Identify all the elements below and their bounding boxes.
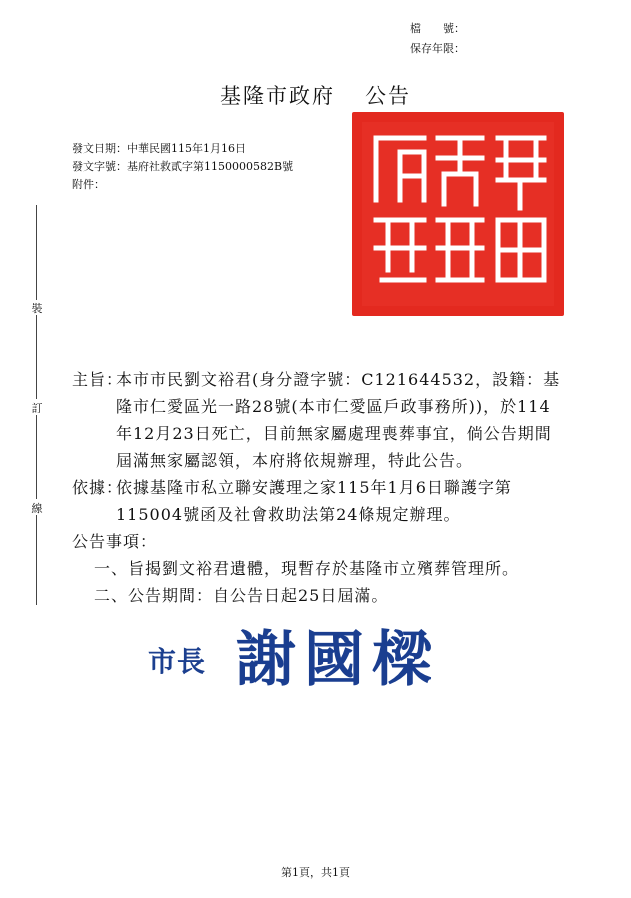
binding-line bbox=[36, 515, 37, 605]
file-info bbox=[410, 22, 550, 56]
mayor-title: 市長 bbox=[148, 645, 207, 678]
binding-char-xian: 線 bbox=[31, 502, 43, 515]
subject-line: 屆滿無家屬認領，本府將依規辦理，特此公告。 bbox=[116, 451, 474, 470]
notice-items-label: 公告事項： bbox=[72, 532, 158, 551]
subject-label: 主旨： bbox=[72, 370, 124, 389]
basis-line: 115004號函及社會救助法第24條規定辦理。 bbox=[116, 505, 461, 524]
attachment-label: 附件： bbox=[72, 178, 105, 191]
document-number: 發文字號：基府社救貳字第1150000582B號 bbox=[72, 160, 294, 173]
subject-line: 本市市民劉文裕君(身分證字號：C121644532，設籍：基 bbox=[116, 370, 561, 389]
binding-line bbox=[36, 415, 37, 499]
document-meta bbox=[72, 140, 293, 194]
title-org: 基隆市政府 bbox=[220, 84, 335, 108]
notice-body bbox=[72, 366, 562, 609]
issue-date: 發文日期：中華民國115年1月16日 bbox=[72, 142, 246, 155]
retention-label: 保存年限： bbox=[410, 42, 465, 55]
official-seal-stamp bbox=[348, 108, 568, 320]
subject-line: 年12月23日死亡，目前無家屬處理喪葬事宜，倘公告期間 bbox=[116, 424, 552, 443]
basis-label: 依據： bbox=[72, 478, 124, 497]
basis-section bbox=[72, 474, 562, 528]
notice-item: 二、公告期間：自公告日起25日屆滿。 bbox=[94, 586, 389, 605]
subject-section bbox=[72, 366, 562, 474]
subject-line: 隆市仁愛區光一路28號(本市仁愛區戶政事務所))，於114 bbox=[116, 397, 551, 416]
binding-line bbox=[36, 315, 37, 399]
binding-char-zhuang: 裝 bbox=[31, 302, 43, 315]
page-number: 第1頁，共1頁 bbox=[281, 866, 350, 879]
page-title bbox=[0, 80, 631, 110]
binding-char-ding: 訂 bbox=[31, 402, 43, 415]
basis-line: 依據基隆市私立聯安護理之家115年1月6日聯護字第 bbox=[116, 478, 512, 497]
file-number-label: 檔 號： bbox=[410, 22, 465, 35]
title-type: 公告 bbox=[365, 84, 411, 108]
mayor-signature: 謝國樑 bbox=[236, 625, 440, 695]
notice-item: 一、旨揭劉文裕君遺體，現暫存於基隆市立殯葬管理所。 bbox=[94, 559, 520, 578]
binding-line bbox=[36, 205, 37, 301]
